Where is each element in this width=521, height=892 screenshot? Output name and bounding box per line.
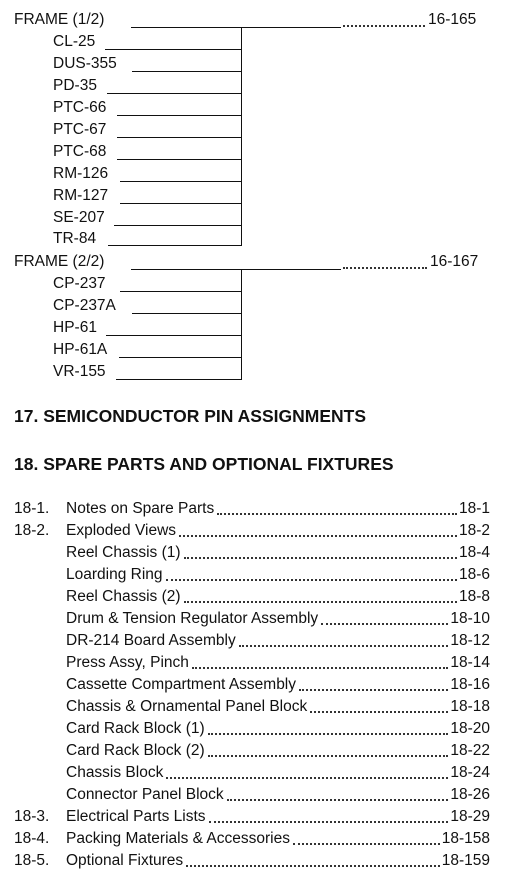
frame-2-page-number: 16-167 (430, 253, 479, 270)
frame-2-board-label: HP-61A (53, 341, 108, 358)
toc-dot-leader (227, 799, 449, 801)
toc-entry-label: Packing Materials & Accessories (66, 830, 290, 847)
toc-dot-leader (179, 535, 457, 537)
toc-entry-number: 18-1. (14, 500, 50, 517)
toc-entry-page: 18-22 (450, 742, 490, 759)
frame-2-dot-leader (343, 267, 427, 269)
toc-entry-label: Reel Chassis (2) (66, 588, 181, 605)
toc-dot-leader (293, 843, 440, 845)
frame-1-board-label: PTC-67 (53, 121, 107, 138)
toc-dot-leader (239, 645, 449, 647)
toc-dot-leader (208, 733, 449, 735)
toc-entry-page: 18-14 (450, 654, 490, 671)
frame-1-board-line (108, 245, 242, 246)
toc-dot-leader (166, 579, 457, 581)
toc-entry-label: Loarding Ring (66, 566, 163, 583)
toc-entry-label: DR-214 Board Assembly (66, 632, 236, 649)
frame-2-board-label: HP-61 (53, 319, 97, 336)
section-17-heading: 17. SEMICONDUCTOR PIN ASSIGNMENTS (14, 406, 366, 426)
frame-1-board-label: PTC-68 (53, 143, 107, 160)
frame-1-board-label: SE-207 (53, 209, 105, 226)
toc-entry-label: Chassis & Ornamental Panel Block (66, 698, 308, 715)
toc-entry-page: 18-10 (450, 610, 490, 627)
toc-dot-leader (166, 777, 448, 779)
toc-entry-page: 18-2 (458, 522, 490, 539)
toc-entry-page: 18-1 (458, 500, 490, 517)
toc-entry-label: Drum & Tension Regulator Assembly (66, 610, 319, 627)
toc-entry-page: 18-4 (458, 544, 490, 561)
toc-entry-label: Cassette Compartment Assembly (66, 676, 297, 693)
frame-1-leader-line (131, 27, 341, 28)
toc-dot-leader (184, 557, 457, 559)
frame-2-board-label: CP-237 (53, 275, 106, 292)
toc-entry-label: Chassis Block (66, 764, 164, 781)
toc-entry-page: 18-12 (450, 632, 490, 649)
frame-1-board-line (117, 115, 241, 116)
toc-dot-leader (184, 601, 457, 603)
toc-entry-label: Optional Fixtures (66, 852, 184, 869)
frame-1-board-label: PTC-66 (53, 99, 107, 116)
frame-2-leader-line (131, 269, 341, 270)
frame-1-board-line (132, 71, 241, 72)
toc-entry-page: 18-20 (450, 720, 490, 737)
toc-entry-label: Exploded Views (66, 522, 177, 539)
frame-1-page-number: 16-165 (428, 11, 477, 28)
toc-entry-label: Connector Panel Block (66, 786, 224, 803)
toc-entry-label: Electrical Parts Lists (66, 808, 206, 825)
frame-1-board-label: RM-126 (53, 165, 109, 182)
frame-1-board-line (117, 159, 241, 160)
toc-entry-number: 18-4. (14, 830, 50, 847)
toc-dot-leader (217, 513, 457, 515)
frame-1-board-label: DUS-355 (53, 55, 117, 72)
toc-entry-page: 18-8 (458, 588, 490, 605)
frame-1-title: FRAME (1/2) (14, 11, 105, 28)
frame-2-vertical-bracket (241, 269, 242, 379)
frame-2-board-line (132, 313, 241, 314)
toc-entry-page: 18-24 (450, 764, 490, 781)
frame-2-title: FRAME (2/2) (14, 253, 105, 270)
frame-2-board-label: CP-237A (53, 297, 116, 314)
toc-entry-label: Card Rack Block (2) (66, 742, 205, 759)
toc-entry-label: Notes on Spare Parts (66, 500, 215, 517)
toc-dot-leader (321, 623, 448, 625)
frame-1-board-line (107, 93, 241, 94)
toc-entry-label: Press Assy, Pinch (66, 654, 189, 671)
frame-1-board-line (120, 181, 241, 182)
toc-entry-number: 18-5. (14, 852, 50, 869)
frame-1-board-line (117, 137, 241, 138)
frame-1-board-label: CL-25 (53, 33, 96, 50)
toc-entry-page: 18-26 (450, 786, 490, 803)
toc-entry-label: Reel Chassis (1) (66, 544, 181, 561)
frame-1-board-label: PD-35 (53, 77, 97, 94)
frame-1-board-line (105, 49, 241, 50)
frame-2-board-line (116, 379, 242, 380)
toc-dot-leader (186, 865, 440, 867)
frame-1-board-label: TR-84 (53, 230, 97, 247)
toc-entry-page: 18-18 (450, 698, 490, 715)
toc-entry-number: 18-3. (14, 808, 50, 825)
toc-dot-leader (208, 755, 449, 757)
toc-dot-leader (192, 667, 448, 669)
frame-1-board-line (120, 203, 241, 204)
frame-2-board-line (106, 335, 241, 336)
frame-2-board-line (119, 357, 241, 358)
section-18-heading: 18. SPARE PARTS AND OPTIONAL FIXTURES (14, 454, 394, 474)
toc-entry-page: 18-159 (441, 852, 490, 869)
toc-dot-leader (209, 821, 449, 823)
toc-entry-number: 18-2. (14, 522, 50, 539)
toc-entry-page: 18-29 (450, 808, 490, 825)
toc-entry-page: 18-6 (458, 566, 490, 583)
frame-1-board-line (114, 225, 241, 226)
frame-2-board-line (120, 291, 241, 292)
frame-1-vertical-bracket (241, 27, 242, 245)
toc-entry-page: 18-16 (450, 676, 490, 693)
frame-2-board-label: VR-155 (53, 363, 106, 380)
toc-entry-label: Card Rack Block (1) (66, 720, 205, 737)
frame-1-dot-leader (343, 25, 425, 27)
toc-dot-leader (299, 689, 448, 691)
frame-1-board-label: RM-127 (53, 187, 109, 204)
toc-entry-page: 18-158 (441, 830, 490, 847)
toc-dot-leader (310, 711, 448, 713)
